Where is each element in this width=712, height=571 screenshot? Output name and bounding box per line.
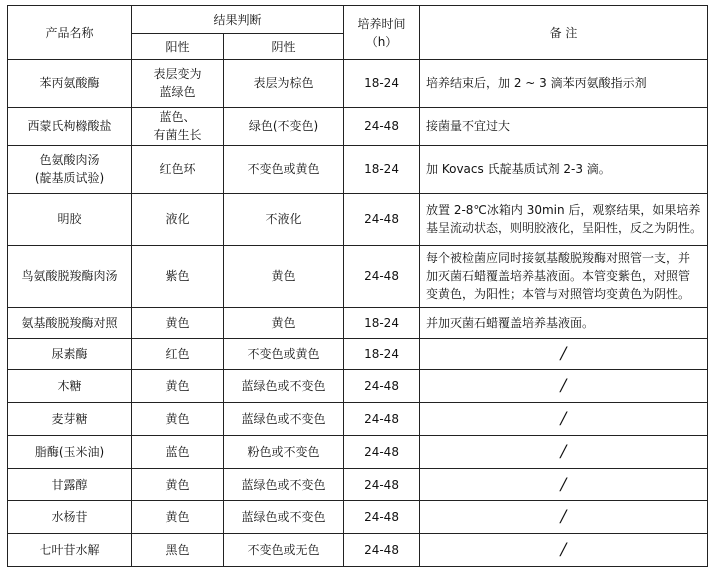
- negative-cell-line: 粉色或不变色: [247, 445, 320, 460]
- remark-cell: [420, 403, 708, 436]
- product-name-cell: [8, 307, 132, 338]
- empty-remark-slash: /: [560, 409, 567, 430]
- positive-cell-line: 黄色: [165, 509, 190, 524]
- empty-remark-slash: /: [560, 376, 567, 397]
- product-name-cell: [8, 500, 132, 533]
- product-name-cell-line: 脂酶(玉米油): [34, 445, 105, 460]
- positive-cell-line: 黑色: [165, 542, 190, 557]
- empty-remark-slash: /: [560, 474, 567, 495]
- remark-cell-line: 每个被检菌应同时接氨基酸脱羧酶对照管一支，并: [426, 251, 691, 266]
- incubation-time-cell: 24-48: [344, 369, 420, 402]
- product-name-cell: [8, 193, 132, 245]
- product-name-cell: [8, 338, 132, 369]
- positive-cell: [132, 436, 224, 469]
- negative-cell-line: 不液化: [265, 212, 302, 227]
- negative-cell: [224, 193, 344, 245]
- positive-cell-line: 表层变为: [153, 67, 202, 82]
- table-row: [8, 369, 708, 402]
- positive-cell: [132, 146, 224, 194]
- incubation-time-cell: 24-48: [344, 403, 420, 436]
- negative-cell-line: 绿色(不变色): [248, 119, 319, 134]
- remark-cell-line: 变黄色，为阳性；本管与对照管均变黄色为阴性。: [426, 287, 691, 302]
- negative-cell: [224, 146, 344, 194]
- product-name-cell: [8, 60, 132, 108]
- negative-cell: [224, 307, 344, 338]
- header-remark: 备 注: [420, 6, 708, 60]
- negative-cell-line: 蓝绿色或不变色: [241, 477, 326, 492]
- negative-cell-line: 表层为棕色: [253, 76, 314, 91]
- negative-cell: [224, 338, 344, 369]
- negative-cell: [224, 60, 344, 108]
- remark-cell-line: 并加灭菌石蜡覆盖培养基液面。: [426, 315, 595, 330]
- product-name-cell-line: 鸟氨酸脱羧酶肉汤: [21, 269, 118, 284]
- positive-cell: [132, 193, 224, 245]
- negative-cell: [224, 500, 344, 533]
- product-name-cell-line: 西蒙氏枸橼酸盐: [27, 119, 112, 134]
- empty-remark-slash: /: [560, 442, 567, 463]
- remark-cell: [420, 146, 708, 194]
- remark-cell-line: 放置 2-8℃冰箱内 30min 后，观察结果，如果培养: [426, 203, 701, 218]
- incubation-time-cell: 18-24: [344, 307, 420, 338]
- negative-cell-line: 黄色: [271, 315, 296, 330]
- header-time-line1: 培养时间: [357, 16, 406, 31]
- empty-remark-slash: /: [560, 506, 567, 527]
- product-name-cell-line: 甘露醇: [51, 477, 88, 492]
- negative-cell: [224, 469, 344, 500]
- header-product-name: 产品名称: [8, 6, 132, 60]
- product-name-cell-line: 色氨酸肉汤: [39, 153, 100, 168]
- incubation-time-cell: 24-48: [344, 533, 420, 566]
- positive-cell: [132, 369, 224, 402]
- header-incubation-time: [344, 6, 420, 60]
- product-name-cell: [8, 533, 132, 566]
- incubation-time-cell: 24-48: [344, 107, 420, 145]
- product-name-cell: [8, 469, 132, 500]
- remark-cell: [420, 193, 708, 245]
- positive-cell: [132, 60, 224, 108]
- positive-cell-line: 黄色: [165, 379, 190, 394]
- product-name-cell: [8, 436, 132, 469]
- product-name-cell-line: 麦芽糖: [51, 412, 88, 427]
- positive-cell-line: 有菌生长: [153, 128, 202, 143]
- product-name-cell: [8, 245, 132, 307]
- positive-cell: [132, 403, 224, 436]
- product-name-cell-line: 木糖: [57, 379, 82, 394]
- product-name-cell-line: (靛基质试验): [34, 171, 105, 186]
- incubation-time-cell: 18-24: [344, 146, 420, 194]
- remark-cell-line: 加灭菌石蜡覆盖培养基液面。本管变紫色，对照管: [426, 269, 691, 284]
- table-row: [8, 307, 708, 338]
- incubation-time-cell: 24-48: [344, 436, 420, 469]
- incubation-time-cell: 24-48: [344, 469, 420, 500]
- positive-cell: [132, 307, 224, 338]
- remark-cell: [420, 60, 708, 108]
- positive-cell-line: 黄色: [165, 412, 190, 427]
- remark-cell: [420, 500, 708, 533]
- remark-cell: [420, 107, 708, 145]
- incubation-time-cell: 18-24: [344, 338, 420, 369]
- negative-cell-line: 不变色或黄色: [247, 162, 320, 177]
- table-row: [8, 193, 708, 245]
- product-name-cell-line: 水杨苷: [51, 509, 88, 524]
- table-row: [8, 403, 708, 436]
- positive-cell-line: 蓝色、: [159, 110, 196, 125]
- positive-cell-line: 黄色: [165, 315, 190, 330]
- remark-cell: [420, 245, 708, 307]
- negative-cell: [224, 245, 344, 307]
- incubation-time-cell: 24-48: [344, 500, 420, 533]
- table-row: [8, 60, 708, 108]
- positive-cell-line: 液化: [165, 212, 190, 227]
- product-name-cell: [8, 146, 132, 194]
- incubation-time-cell: 18-24: [344, 60, 420, 108]
- positive-cell: [132, 469, 224, 500]
- table-row: [8, 533, 708, 566]
- results-table-wrapper: [7, 5, 707, 567]
- negative-cell: [224, 369, 344, 402]
- remark-cell: [420, 338, 708, 369]
- positive-cell-line: 红色环: [159, 162, 196, 177]
- biochemical-results-table: [7, 5, 708, 567]
- positive-cell-line: 红色: [165, 346, 190, 361]
- table-row: [8, 146, 708, 194]
- table-row: [8, 107, 708, 145]
- negative-cell-line: 黄色: [271, 269, 296, 284]
- product-name-cell-line: 苯丙氨酸酶: [39, 76, 100, 91]
- product-name-cell-line: 尿素酶: [51, 346, 88, 361]
- header-result: 结果判断: [132, 6, 344, 34]
- table-row: [8, 436, 708, 469]
- product-name-cell: [8, 369, 132, 402]
- negative-cell-line: 蓝绿色或不变色: [241, 509, 326, 524]
- table-row: [8, 245, 708, 307]
- product-name-cell-line: 氨基酸脱羧酶对照: [21, 315, 118, 330]
- negative-cell: [224, 436, 344, 469]
- product-name-cell: [8, 403, 132, 436]
- remark-cell: [420, 307, 708, 338]
- positive-cell-line: 黄色: [165, 477, 190, 492]
- positive-cell: [132, 107, 224, 145]
- remark-cell-line: 培养结束后，加 2 ~ 3 滴苯丙氨酸指示剂: [426, 76, 647, 91]
- header-negative: 阴性: [224, 34, 344, 60]
- negative-cell-line: 不变色或无色: [247, 542, 320, 557]
- remark-cell-line: 加 Kovacs 氏靛基质试剂 2-3 滴。: [426, 162, 611, 177]
- negative-cell: [224, 533, 344, 566]
- negative-cell: [224, 403, 344, 436]
- header-row-1: [8, 6, 708, 34]
- product-name-cell-line: 明胶: [57, 212, 82, 227]
- remark-cell: [420, 469, 708, 500]
- positive-cell-line: 蓝色: [165, 445, 190, 460]
- negative-cell-line: 蓝绿色或不变色: [241, 379, 326, 394]
- negative-cell-line: 不变色或黄色: [247, 346, 320, 361]
- incubation-time-cell: 24-48: [344, 245, 420, 307]
- negative-cell-line: 蓝绿色或不变色: [241, 412, 326, 427]
- positive-cell-line: 蓝绿色: [159, 85, 196, 100]
- table-row: [8, 469, 708, 500]
- positive-cell: [132, 245, 224, 307]
- product-name-cell: [8, 107, 132, 145]
- table-row: [8, 500, 708, 533]
- table-body: [8, 60, 708, 567]
- remark-cell: [420, 533, 708, 566]
- remark-cell-line: 接菌量不宜过大: [426, 119, 511, 134]
- positive-cell: [132, 338, 224, 369]
- positive-cell: [132, 533, 224, 566]
- remark-cell: [420, 369, 708, 402]
- positive-cell-line: 紫色: [165, 269, 190, 284]
- header-positive: 阳性: [132, 34, 224, 60]
- remark-cell: [420, 436, 708, 469]
- remark-cell-line: 基呈流动状态，则明胶液化，呈阳性，反之为阴性。: [426, 221, 703, 236]
- header-time-line2: （h）: [365, 34, 398, 49]
- negative-cell: [224, 107, 344, 145]
- product-name-cell-line: 七叶苷水解: [39, 542, 100, 557]
- positive-cell: [132, 500, 224, 533]
- table-row: [8, 338, 708, 369]
- empty-remark-slash: /: [560, 539, 567, 560]
- incubation-time-cell: 24-48: [344, 193, 420, 245]
- empty-remark-slash: /: [560, 343, 567, 364]
